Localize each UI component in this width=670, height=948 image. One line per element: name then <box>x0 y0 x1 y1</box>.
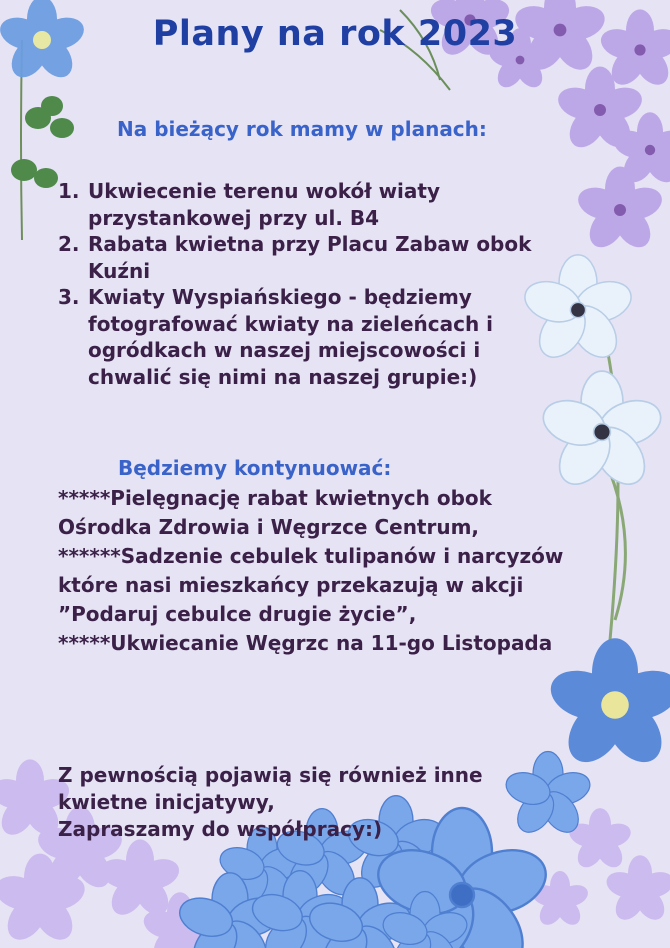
blue-flower-icon <box>544 638 670 772</box>
list-number: 2. <box>58 232 80 256</box>
list-text: Ukwiecenie terenu wokół wiaty przystankowej przy ul. B4 <box>88 179 441 230</box>
list-text: Rabata kwietna przy Placu Zabaw obok Kuźni <box>88 232 532 283</box>
page-title: Plany na rok 2023 <box>152 14 518 54</box>
plans-heading: Na bieżący rok mamy w planach: <box>117 117 487 141</box>
list-item <box>58 284 558 390</box>
list-item <box>58 231 558 284</box>
continue-heading: Będziemy kontynuować: <box>118 456 392 480</box>
list-item: ******Sadzenie cebulek tulipanów i narcyzów które nasi mieszkańcy przekazują w akcji ”Podaruj cebulce drugie życie”, <box>58 544 564 626</box>
closing-line: Z pewnością pojawią się również inne kwietne inicjatywy, <box>58 763 483 814</box>
list-item: *****Ukwiecanie Węgrzc na 11-go Listopada <box>58 631 553 655</box>
list-number: 3. <box>58 285 80 309</box>
list-item: *****Pielęgnację rabat kwietnych obok Ośrodka Zdrowia i Węgrzce Centrum, <box>58 486 492 539</box>
plans-list <box>58 178 558 390</box>
list-number: 1. <box>58 179 80 203</box>
closing-line: Zapraszamy do współpracy:) <box>58 817 383 841</box>
closing-text <box>58 762 578 843</box>
continue-list <box>58 484 578 658</box>
list-text: Kwiaty Wyspiańskiego - będziemy fotografować kwiaty na zieleńcach i ogródkach w naszej miejscowości i chwalić się nimi na naszej grupie:) <box>88 285 494 389</box>
list-item <box>58 178 558 231</box>
